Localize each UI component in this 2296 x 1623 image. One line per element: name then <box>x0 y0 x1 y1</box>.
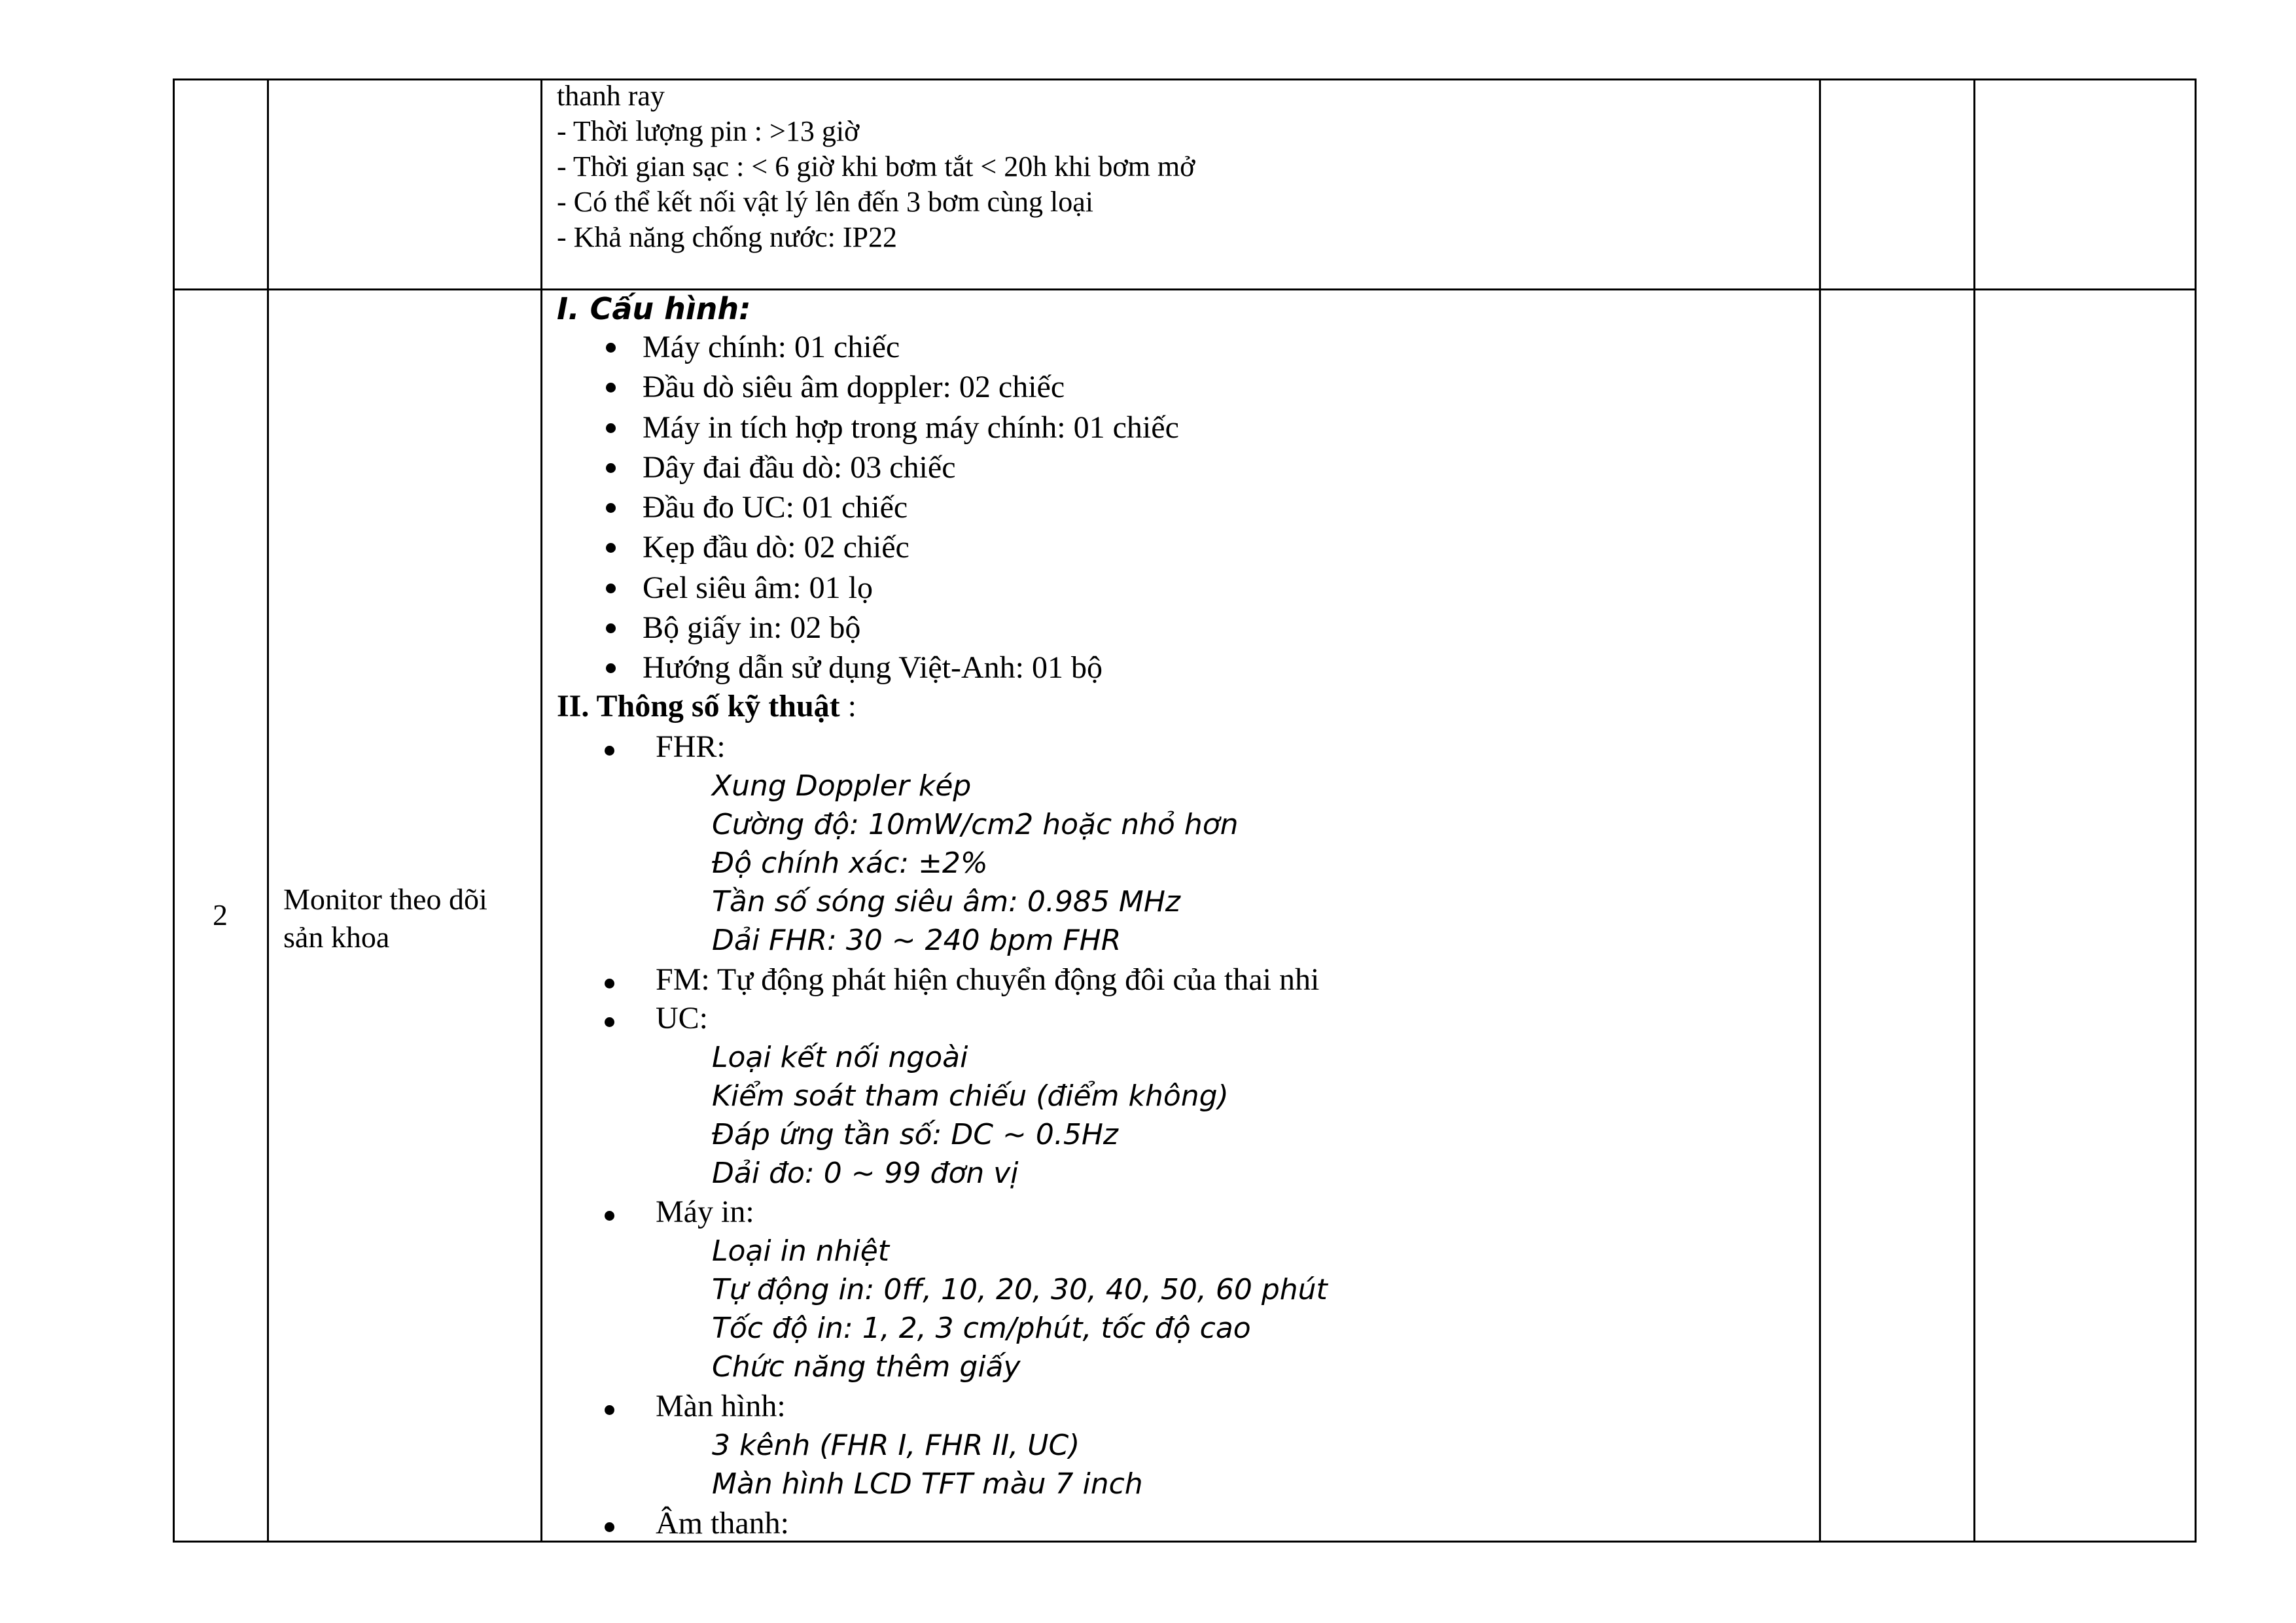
uc-label: UC: <box>656 1001 709 1036</box>
row2-stt: 2 <box>213 898 228 932</box>
table-bottom-border <box>173 1541 2197 1543</box>
col-border-4 <box>1973 79 1975 1543</box>
col-border-3 <box>1819 79 1821 1543</box>
row1-line-3: - Có thể kết nối vật lý lên đến 3 bơm cùng loại <box>557 186 1093 218</box>
config-list <box>643 327 1179 688</box>
uc-item-3: Dải đo: 0 ~ 99 đơn vị <box>712 1157 1019 1190</box>
bullet-icon <box>605 979 614 988</box>
row1-line-2: - Thời gian sạc : < 6 giờ khi bơm tắt < 20h khi bơm mở <box>557 150 1195 183</box>
fhr-label: FHR: <box>656 729 726 764</box>
bullet-icon <box>606 503 616 513</box>
row2-name-line1: Monitor theo dõi <box>283 882 487 916</box>
config-item-2: Máy in tích hợp trong máy chính: 01 chiếc <box>643 410 1179 445</box>
fhr-item-1: Cường độ: 10mW/cm2 hoặc nhỏ hơn <box>712 808 1239 841</box>
screen-item-1: Màn hình LCD TFT màu 7 inch <box>712 1467 1143 1501</box>
uc-item-2: Đáp ứng tần số: DC ~ 0.5Hz <box>712 1118 1119 1151</box>
list-item <box>643 608 1179 648</box>
spec-heading-suffix: : <box>839 689 857 724</box>
list-item <box>643 367 1179 407</box>
row1-line-1: - Thời lượng pin : >13 giờ <box>557 115 860 147</box>
config-item-5: Kẹp đầu dò: 02 chiếc <box>643 530 910 565</box>
fhr-item-2: Độ chính xác: ±2% <box>712 846 988 880</box>
list-item <box>643 527 1179 567</box>
config-item-0: Máy chính: 01 chiếc <box>643 330 900 364</box>
bullet-icon <box>605 1211 614 1221</box>
printer-label: Máy in: <box>656 1195 754 1229</box>
list-item <box>643 408 1179 447</box>
fm-label: FM: Tự động phát hiện chuyển động đôi của thai nhi <box>656 962 1320 997</box>
list-item <box>643 447 1179 487</box>
config-item-3: Dây đai đầu dò: 03 chiếc <box>643 449 956 485</box>
bullet-icon <box>606 343 616 353</box>
list-item <box>643 568 1179 608</box>
config-item-1: Đầu dò siêu âm doppler: 02 chiếc <box>643 370 1065 405</box>
fhr-item-3: Tần số sóng siêu âm: 0.985 MHz <box>712 885 1181 918</box>
col-border-2 <box>540 79 542 1543</box>
row1-line-0: thanh ray <box>557 80 665 112</box>
config-heading: I. Cấu hình: <box>557 291 751 326</box>
config-item-6: Gel siêu âm: 01 lọ <box>643 570 873 605</box>
spec-heading-bold: II. Thông số kỹ thuật <box>557 689 840 724</box>
fhr-item-4: Dải FHR: 30 ~ 240 bpm FHR <box>712 924 1122 957</box>
sound-label: Âm thanh: <box>656 1506 789 1541</box>
bullet-icon <box>605 1017 614 1027</box>
config-item-7: Bộ giấy in: 02 bộ <box>643 610 861 645</box>
bullet-icon <box>606 584 616 593</box>
bullet-icon <box>605 1522 614 1532</box>
bullet-icon <box>605 746 614 756</box>
config-item-8: Hướng dẫn sử dụng Việt-Anh: 01 bộ <box>643 650 1103 685</box>
printer-item-2: Tốc độ in: 1, 2, 3 cm/phút, tốc độ cao <box>712 1312 1251 1345</box>
printer-item-1: Tự động in: 0ff, 10, 20, 30, 40, 50, 60 phút <box>712 1273 1328 1306</box>
uc-item-1: Kiểm soát tham chiếu (điểm không) <box>712 1079 1229 1113</box>
fhr-item-0: Xung Doppler kép <box>712 769 972 803</box>
bullet-icon <box>606 663 616 673</box>
bullet-icon <box>606 623 616 633</box>
config-item-4: Đầu đo UC: 01 chiếc <box>643 490 908 525</box>
bullet-icon <box>606 463 616 473</box>
row-divider <box>173 288 2197 290</box>
printer-item-3: Chức năng thêm giấy <box>712 1350 1021 1384</box>
col-border-0 <box>173 79 175 1543</box>
list-item <box>643 648 1179 688</box>
row2-name-line2: sản khoa <box>283 920 390 954</box>
bullet-icon <box>605 1405 614 1415</box>
screen-label: Màn hình: <box>656 1389 786 1423</box>
bullet-icon <box>606 423 616 433</box>
table-top-border <box>173 79 2197 80</box>
spec-heading <box>557 688 857 725</box>
row1-line-4: - Khả năng chống nước: IP22 <box>557 221 898 253</box>
col-border-1 <box>267 79 269 1543</box>
col-border-5 <box>2195 79 2197 1543</box>
list-item <box>643 487 1179 527</box>
list-item <box>643 327 1179 367</box>
uc-item-0: Loại kết nối ngoài <box>712 1041 968 1074</box>
printer-item-0: Loại in nhiệt <box>712 1234 890 1268</box>
screen-item-0: 3 kênh (FHR I, FHR II, UC) <box>712 1429 1080 1462</box>
